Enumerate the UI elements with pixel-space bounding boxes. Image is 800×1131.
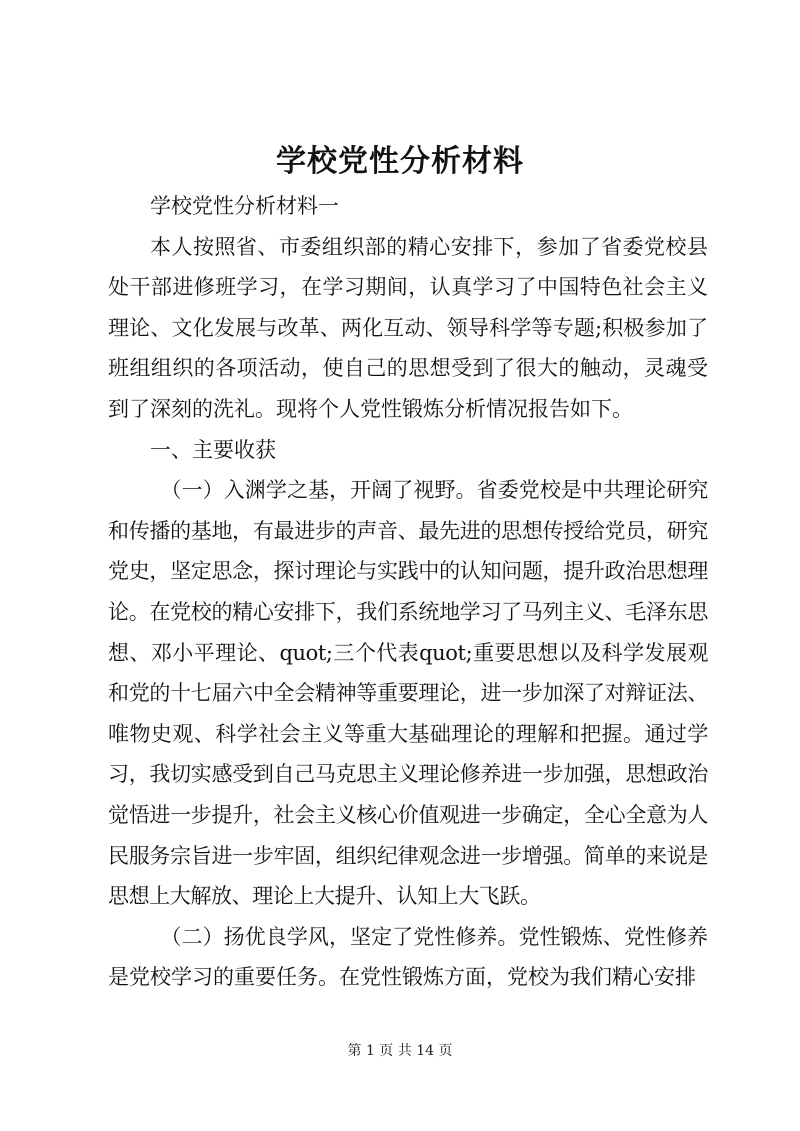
section-heading: 一、主要收获 — [150, 437, 276, 462]
section-2-paragraph: （二）扬优良学风，坚定了党性修养。党性锻炼、党性修养是党校学习的重要任务。在党性锻炼方面，党校为我们精心安排 — [108, 924, 708, 990]
subtitle-paragraph: 学校党性分析材料一 — [150, 194, 339, 218]
document-title: 学校党性分析材料 — [276, 144, 524, 179]
section-1-paragraph: （一）入渊学之基，开阔了视野。省委党校是中共理论研究和传播的基地，有最进步的声音、最先进的思想传授给党员，研究党史，坚定思念，探讨理论与实践中的认知问题，提升政治思想理论。在党校的精心安排下，我们系统地学习了马列主义、毛泽东思想、邓小平理论、quot;三个代表quot;重要思想以及科学发展观和党的十七届六中全会精神等重要理论，进一步加深了对辩证法、唯物史观、科学社会主义等重大基础理论的理解和把握。通过学习，我切实感受到自己马克思主义理论修养进一步加强，思想政治觉悟进一步提升，社会主义核心价值观进一步确定，全心全意为人民服务宗旨进一步牢固，组织纪律观念进一步增强。简单的来说是思想上大解放、理论上大提升、认知上大飞跃。 — [108, 478, 708, 909]
document-body — [108, 186, 708, 998]
page-number-footer: 第 1 页 共 14 页 — [347, 1043, 453, 1059]
intro-paragraph: 本人按照省、市委组织部的精心安排下，参加了省委党校县处干部进修班学习，在学习期间，认真学习了中国特色社会主义理论、文化发展与改革、两化互动、领导科学等专题;积极参加了班组组织的各项活动，使自己的思想受到了很大的触动，灵魂受到了深刻的洗礼。现将个人党性锻炼分析情况报告如下。 — [108, 234, 708, 421]
